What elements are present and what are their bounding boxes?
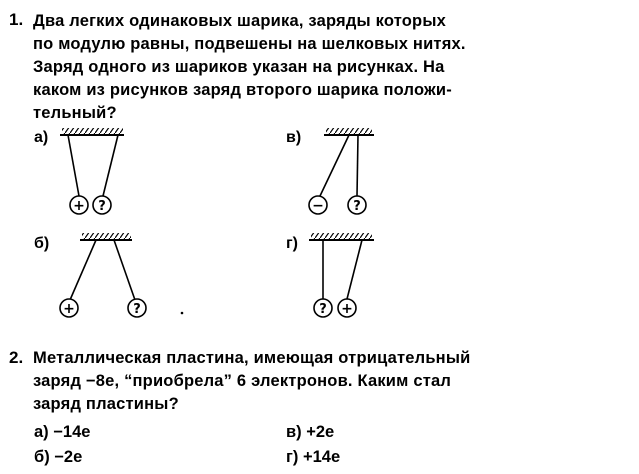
- answer-v: в) +2е: [286, 423, 335, 441]
- thread-g-right: [347, 240, 362, 299]
- answer-b: б) −2е: [34, 448, 83, 466]
- charge-g-right: +: [341, 301, 353, 317]
- option-v-label: в): [286, 129, 302, 146]
- answer-a: а) −14е: [34, 423, 91, 441]
- question-2-line-1: Металлическая пластина, имеющая отрицательный: [33, 349, 471, 367]
- option-a-label: а): [34, 129, 49, 146]
- thread-v-right: [357, 135, 358, 196]
- question-2-number: 2.: [9, 348, 24, 367]
- question-1-line-4: каком из рисунков заряд второго шарика положи-: [33, 81, 452, 99]
- question-2-line-3: заряд пластины?: [33, 395, 179, 413]
- question-2-line-2: заряд −8е, “приобрела” 6 электронов. Каким стал: [33, 372, 452, 390]
- ceiling-b: [82, 233, 131, 239]
- ceiling-a: [62, 128, 123, 134]
- question-1-line-3: Заряд одного из шариков указан на рисунках. На: [33, 58, 445, 76]
- charge-b-left: +: [63, 301, 75, 317]
- question-2-text: [33, 347, 470, 416]
- thread-b-right: [114, 240, 135, 300]
- charge-b-right: ?: [133, 302, 141, 317]
- thread-v-left: [320, 135, 349, 196]
- thread-a-left: [68, 135, 79, 196]
- charge-g-left: ?: [319, 302, 327, 317]
- question-1-line-5: тельный?: [33, 104, 117, 122]
- question-1-line-2: по модулю равны, подвешены на шелковых нитях.: [33, 35, 466, 53]
- figure-v: [309, 128, 374, 214]
- charge-v-right: ?: [353, 199, 361, 214]
- question-1-line-1: Два легких одинаковых шарика, заряды которых: [33, 12, 447, 30]
- stray-dot: [181, 312, 184, 315]
- question-1-number: 1.: [9, 10, 24, 29]
- figure-a: [60, 128, 124, 214]
- thread-b-left: [70, 240, 96, 300]
- charge-a-left: +: [73, 198, 85, 214]
- figure-g: [309, 233, 374, 317]
- charge-v-left: −: [312, 198, 324, 214]
- answer-g: г) +14е: [286, 448, 341, 466]
- charge-a-right: ?: [98, 199, 106, 214]
- thread-a-right: [103, 135, 118, 196]
- figure-b: [60, 233, 183, 317]
- option-g-label: г): [286, 235, 298, 252]
- ceiling-g: [311, 233, 372, 239]
- option-b-label: б): [34, 235, 50, 252]
- ceiling-v: [326, 128, 372, 134]
